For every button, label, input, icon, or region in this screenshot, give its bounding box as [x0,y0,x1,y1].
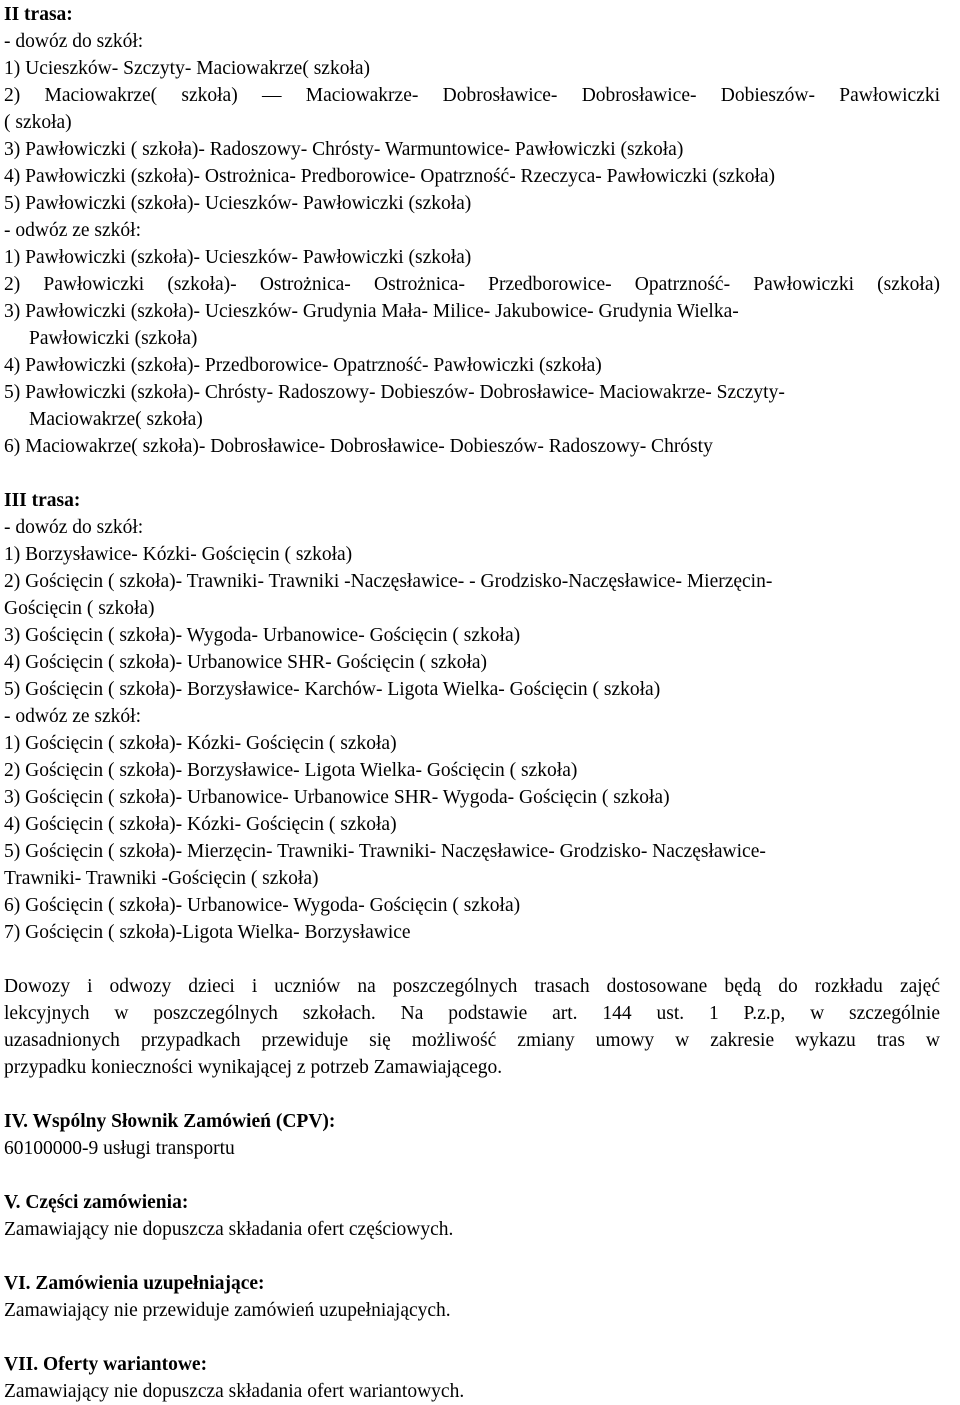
section-heading-wariantowe: VII. Oferty wariantowe: [4,1354,208,1375]
route-line-continuation: Maciowakrze( szkoła) [29,409,203,430]
paragraph-line: uzasadnionych przypadkach przewiduje się możliwość zmiany umowy w zakresie wykazu tras w [4,1030,940,1051]
route-line: 1) Gościęcin ( szkoła)- Kózki- Gościęcin ( szkoła) [4,733,397,754]
route-line: 5) Pawłowiczki (szkoła)- Ucieszków- Pawłowiczki (szkoła) [4,193,472,214]
route-line: 2) Gościęcin ( szkoła)- Trawniki- Trawniki -Naczęsławice- - Grodzisko-Naczęsławice- Mierzęcin- [4,571,773,592]
route-line-continuation: Pawłowiczki (szkoła) [29,328,198,349]
section-text: Zamawiający nie dopuszcza składania ofert częściowych. [4,1219,454,1240]
route-line: 4) Gościęcin ( szkoła)- Urbanowice SHR- Gościęcin ( szkoła) [4,652,488,673]
paragraph-line: lekcyjnych w poszczególnych szkołach. Na podstawie art. 144 ust. 1 P.z.p, w szczególnie [4,1003,940,1024]
route-line: 5) Gościęcin ( szkoła)- Mierzęcin- Trawniki- Trawniki- Naczęsławice- Grodzisko- Naczęsławice- [4,841,766,862]
route-line: 3) Gościęcin ( szkoła)- Wygoda- Urbanowice- Gościęcin ( szkoła) [4,625,521,646]
route-line: 2) Pawłowiczki (szkoła)- Ostrożnica- Ostrożnica- Przedborowice- Opatrzność- Pawłowiczki (szkoła) [4,274,940,295]
section-heading-trasa-3: III trasa: [4,490,81,511]
document-page [4,1,956,1405]
route-line: 5) Gościęcin ( szkoła)- Borzysławice- Karchów- Ligota Wielka- Gościęcin ( szkoła) [4,679,661,700]
body-paragraph [4,973,940,1081]
section-heading-czesci: V. Części zamówienia: [4,1192,189,1213]
route-line: 7) Gościęcin ( szkoła)-Ligota Wielka- Borzysławice [4,922,411,943]
section-heading-uzupelniajace: VI. Zamówienia uzupełniające: [4,1273,265,1294]
route-line: 2) Maciowakrze( szkoła) — Maciowakrze- Dobrosławice- Dobrosławice- Dobieszów- Pawłowiczki [4,85,940,106]
route-line: 6) Gościęcin ( szkoła)- Urbanowice- Wygoda- Gościęcin ( szkoła) [4,895,521,916]
dowoz-label: - dowóz do szkół: [4,31,144,52]
route-line: 4) Gościęcin ( szkoła)- Kózki- Gościęcin ( szkoła) [4,814,397,835]
odwoz-label: - odwóz ze szkół: [4,706,141,727]
section-text: Zamawiający nie przewiduje zamówień uzupełniających. [4,1300,451,1321]
route-line: ( szkoła) [4,112,72,133]
section-text: Zamawiający nie dopuszcza składania ofert wariantowych. [4,1381,465,1402]
spacer [4,1081,956,1108]
route-line-continuation: Trawniki- Trawniki -Gościęcin ( szkoła) [4,868,319,889]
spacer [4,460,956,487]
section-heading-trasa-2: II trasa: [4,4,73,25]
route-line: 2) Gościęcin ( szkoła)- Borzysławice- Ligota Wielka- Gościęcin ( szkoła) [4,760,578,781]
route-line: 4) Pawłowiczki (szkoła)- Przedborowice- Opatrzność- Pawłowiczki (szkoła) [4,355,602,376]
route-line: 1) Borzysławice- Kózki- Gościęcin ( szkoła) [4,544,353,565]
route-line: 1) Ucieszków- Szczyty- Maciowakrze( szkoła) [4,58,371,79]
route-line: 1) Pawłowiczki (szkoła)- Ucieszków- Pawłowiczki (szkoła) [4,247,472,268]
paragraph-line: przypadku konieczności wynikającej z potrzeb Zamawiającego. [4,1057,503,1078]
route-line: 3) Gościęcin ( szkoła)- Urbanowice- Urbanowice SHR- Wygoda- Gościęcin ( szkoła) [4,787,670,808]
route-line: 4) Pawłowiczki (szkoła)- Ostrożnica- Predborowice- Opatrzność- Rzeczyca- Pawłowiczki (szkoła) [4,166,776,187]
spacer [4,1162,956,1189]
route-line-continuation: Gościęcin ( szkoła) [4,598,155,619]
section-heading-cpv: IV. Wspólny Słownik Zamówień (CPV): [4,1111,336,1132]
dowoz-label: - dowóz do szkół: [4,517,144,538]
odwoz-label: - odwóz ze szkół: [4,220,141,241]
route-line: 3) Pawłowiczki (szkoła)- Ucieszków- Grudynia Mała- Milice- Jakubowice- Grudynia Wielka- [4,301,739,322]
route-line: 6) Maciowakrze( szkoła)- Dobrosławice- Dobrosławice- Dobieszów- Radoszowy- Chrósty [4,436,713,457]
route-line: 5) Pawłowiczki (szkoła)- Chrósty- Radoszowy- Dobieszów- Dobrosławice- Maciowakrze- Szczyty- [4,382,785,403]
spacer [4,1243,956,1270]
paragraph-line: Dowozy i odwozy dzieci i uczniów na poszczególnych trasach dostosowane będą do rozkładu zajęć [4,976,940,997]
section-text: 60100000-9 usługi transportu [4,1138,235,1159]
spacer [4,1324,956,1351]
route-line: 3) Pawłowiczki ( szkoła)- Radoszowy- Chrósty- Warmuntowice- Pawłowiczki (szkoła) [4,139,684,160]
spacer [4,946,956,973]
